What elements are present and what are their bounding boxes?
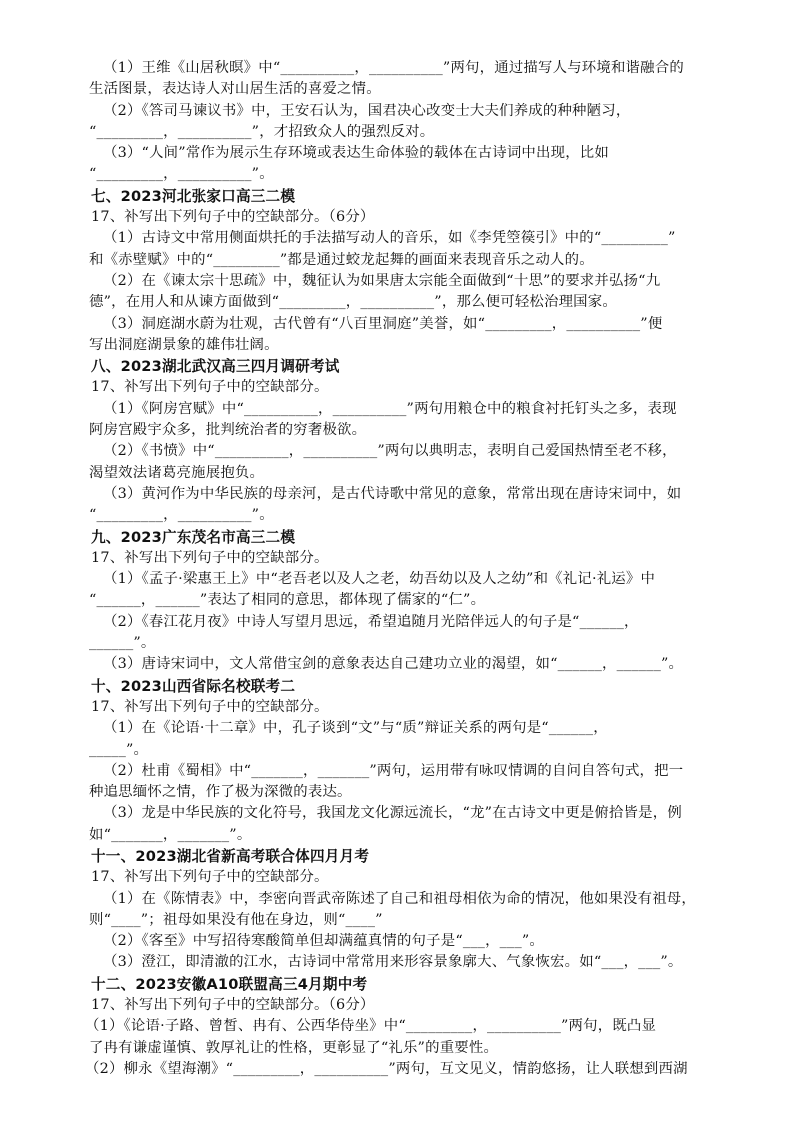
text-line: （1）《阿房宫赋》中“__________，__________”两句用粮仓中的粮食衬托钉头之多，表现 <box>103 400 677 417</box>
text-line: （3）黄河作为中华民族的母亲河，是古代诗歌中常见的意象，常常出现在唐诗宋词中，如 <box>103 485 682 502</box>
text-line: 和《赤壁赋》中的“_________”都是通过蛟龙起舞的画面来表现音乐之动人的。 <box>89 251 594 268</box>
question-stem: 17、补写出下列句子中的空缺部分。 <box>91 379 329 396</box>
question-stem: 17、补写出下列句子中的空缺部分。 <box>91 698 329 715</box>
section-heading: 十、2023山西省际名校联考二 <box>91 677 296 695</box>
question-stem: 17、补写出下列句子中的空缺部分。（6分） <box>91 997 375 1014</box>
text-line: （1）在《陈情表》中，李密向晋武帝陈述了自己和祖母相依为命的情况，他如果没有祖母， <box>103 890 696 907</box>
text-line: （2）《书愤》中“__________，__________”两句以典明志，表明自己爱国热情至老不移， <box>103 443 677 460</box>
text-line: _____”。 <box>89 741 149 758</box>
section-heading: 八、2023湖北武汉高三四月调研考试 <box>91 358 340 376</box>
text-line: （2）《春江花月夜》中诗人写望月思远，希望追随月光陪伴远人的句子是“______， <box>103 613 639 630</box>
text-line: 如“_______，_______”。 <box>89 826 252 843</box>
section-heading: 九、2023广东茂名市高三二模 <box>91 528 296 546</box>
text-line: “_________，__________”。 <box>89 507 274 524</box>
text-line: （2）在《谏太宗十思疏》中，魏征认为如果唐太宗能全面做到“十思”的要求并弘扬“九 <box>103 272 661 289</box>
text-line: （1）王维《山居秋暝》中“__________，__________”两句，通过描写人与环境和谐融合的 <box>103 60 684 76</box>
text-line: 了冉有谦虚谨慎、敦厚礼让的性格，更彰显了“礼乐”的重要性。 <box>89 1039 499 1056</box>
text-line: （3）洞庭湖水蔚为壮观，古代曾有“八百里洞庭”美誉，如“_________，__________”便 <box>103 315 663 332</box>
text-line: （3）“人间”常作为展示生存环境或表达生命体验的载体在古诗词中出现，比如 <box>103 145 609 162</box>
question-stem: 17、补写出下列句子中的空缺部分。 <box>91 869 329 886</box>
text-line: （2）柳永《望海潮》“_________，__________”两句，互文见义，情韵悠扬，让人联想到西湖 <box>85 1060 688 1077</box>
text-line: （2）《客至》中写招待寒酸简单但却满蕴真情的句子是“___，___”。 <box>103 933 544 950</box>
text-line: （3）龙是中华民族的文化符号，我国龙文化源远流长，“龙”在古诗文中更是俯拾皆是，例 <box>103 805 682 822</box>
text-line: （1）《论语·子路、曾皙、冉有、公西华侍坐》中“_________，__________”两句，既凸显 <box>85 1018 657 1035</box>
text-line: 则“____”；祖母如果没有他在身边，则“____” <box>89 911 383 928</box>
text-line: 写出洞庭湖景象的雄伟壮阔。 <box>89 336 279 353</box>
text-line: （3）澄江，即清澈的江水，古诗词中常常用来形容景象廓大、气象恢宏。如“___，___”。 <box>103 954 683 971</box>
text-line: 阿房宫殿宇众多，批判统治者的穷奢极欲。 <box>89 422 367 439</box>
text-line: 渴望效法诸葛亮施展抱负。 <box>89 464 265 481</box>
text-line: （2）《答司马谏议书》中，王安石认为，国君决心改变士大夫们养成的种种陋习， <box>103 102 631 119</box>
text-line: （2）杜甫《蜀相》中“_______，_______”两句，运用带有咏叹情调的自问自答句式，把一 <box>103 762 684 779</box>
text-line: “_________，__________”。 <box>89 166 274 183</box>
text-line: （3）唐诗宋词中，文人常借宝剑的意象表达自己建功立业的渴望，如“______，______”。 <box>103 656 684 673</box>
text-line: 生活图景，表达诗人对山居生活的喜爱之情。 <box>89 81 381 98</box>
text-line: ______”。 <box>89 635 156 652</box>
text-line: （1）古诗文中常用侧面烘托的手法描写动人的音乐，如《李凭箜篌引》中的“_________” <box>103 230 676 247</box>
text-line: （1）《孟子·梁惠王上》中“老吾老以及人之老，幼吾幼以及人之幼”和《礼记·礼运》中 <box>103 571 656 588</box>
text-line: 种追思缅怀之情，作了极为深微的表达。 <box>89 784 352 801</box>
document-page <box>85 58 737 1080</box>
section-heading: 七、2023河北张家口高三二模 <box>91 187 296 205</box>
text-line: “_________，__________”，才招致众人的强烈反对。 <box>89 123 435 140</box>
section-heading: 十一、2023湖北省新高考联合体四月月考 <box>91 847 370 865</box>
section-heading: 十二、2023安徽A10联盟高三4月期中考 <box>91 975 368 993</box>
text-line: “______，______”表达了相同的意思，都体现了儒家的“仁”。 <box>89 592 486 609</box>
text-line: （1）在《论语·十二章》中，孔子谈到“文”与“质”辩证关系的两句是“______， <box>103 720 608 737</box>
question-stem: 17、补写出下列句子中的空缺部分。 <box>91 549 329 566</box>
question-stem: 17、补写出下列句子中的空缺部分。（6分） <box>91 209 375 226</box>
text-line: 德”，在用人和从谏方面做到“_________，__________”，那么便可轻松治理国家。 <box>89 294 617 311</box>
